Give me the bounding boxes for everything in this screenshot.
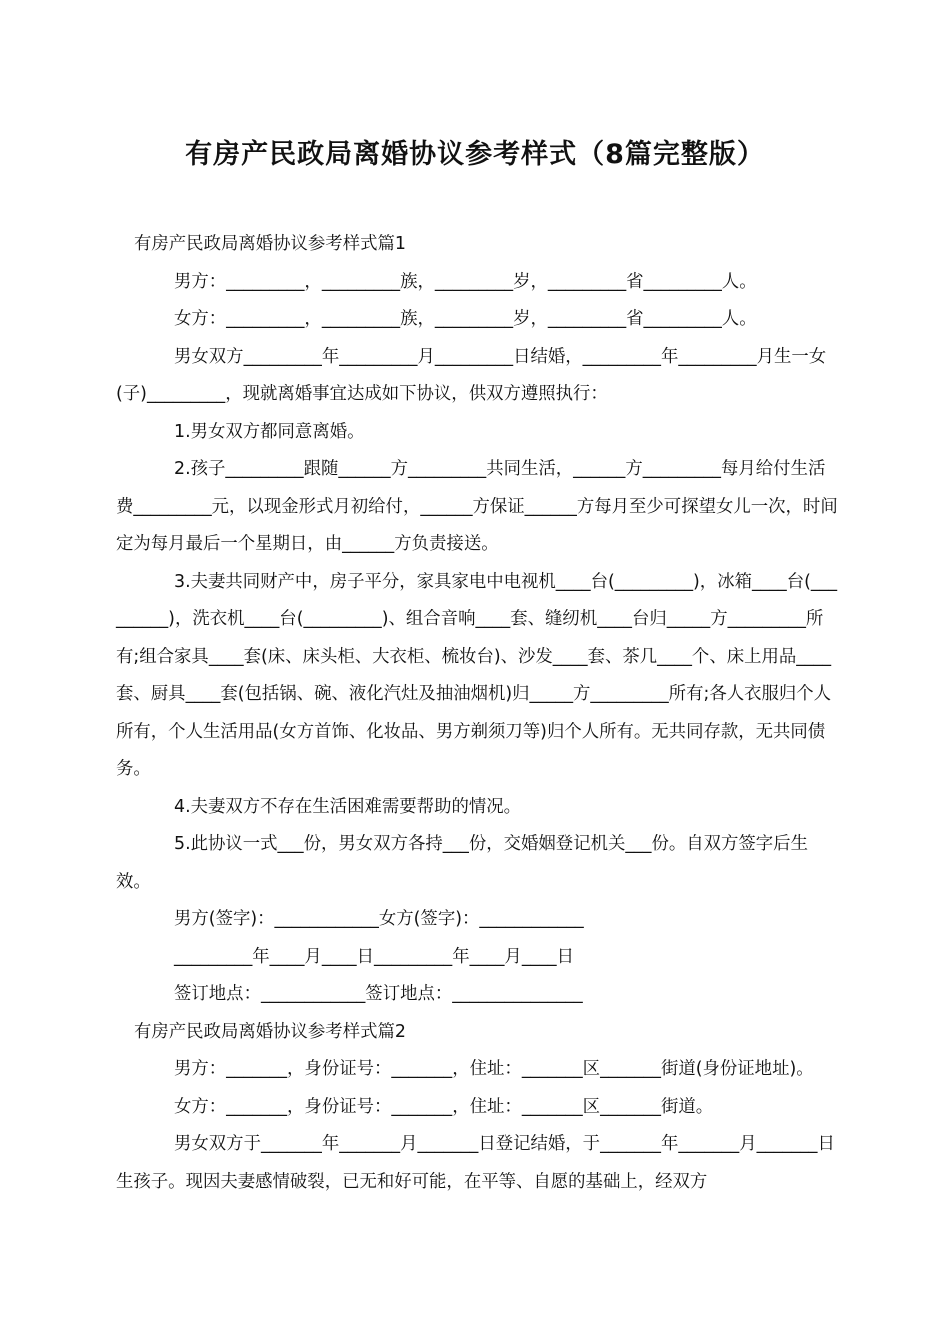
female-party-line: 女方：_________，_________族，_________岁，_________省_________人。 bbox=[174, 309, 757, 329]
location-line: 签订地点：____________签订地点：_______________ bbox=[174, 984, 583, 1004]
clause-3: 3.夫妻共同财产中，房子平分，家具家电中电视机____台(_________)，冰箱____台(_________)，洗衣机____台(_________)、组合音响____套、缝纫机____台归_____方_________所有;组合家具____套(床、床头柜、大衣柜、梳妆台)、沙发____套、茶几____个、床上用品____套、厨具____套(包括锅、碗、液化汽灶及抽油烟机)归_____方_________所有;各人衣服归个人所有，个人生活用品(女方首饰、化妆品、男方剃须刀等)归个人所有。无共同存款，无共同债务。 bbox=[116, 571, 838, 779]
female-party-id-line: 女方：_______，身份证号：_______，住址：_______区_______街道。 bbox=[174, 1096, 714, 1117]
clause-2: 2.孩子_________跟随______方_________共同生活，______方_________每月给付生活费_________元，以现金形式月初给付，______方保证______方每月至少可探望女儿一次，时间定为每月最后一个星期日，由______方负责接送。 bbox=[116, 459, 838, 554]
section-heading-2: 有房产民政局离婚协议参考样式篇2 bbox=[134, 1021, 406, 1042]
male-party-line: 男方：_________，_________族，_________岁，_________省_________人。 bbox=[174, 271, 757, 292]
clause-5: 5.此协议一式___份，男女双方各持___份，交婚姻登记机关___份。自双方签字后生效。 bbox=[116, 834, 808, 892]
section-heading-1: 有房产民政局离婚协议参考样式篇1 bbox=[134, 234, 406, 254]
document-body bbox=[116, 226, 838, 1201]
date-line: _________年____月____日_________年____月____日 bbox=[174, 946, 574, 967]
clause-4: 4.夫妻双方不存在生活困难需要帮助的情况。 bbox=[174, 796, 522, 817]
marriage-info-paragraph: 男女双方_________年_________月_________日结婚，_________年_________月生一女(子)_________，现就离婚事宜达成如下协议，供双方遵照执行： bbox=[116, 346, 827, 404]
document-title: 有房产民政局离婚协议参考样式（8篇完整版） bbox=[185, 139, 765, 170]
signature-line: 男方(签字)：____________女方(签字)：____________ bbox=[174, 909, 584, 929]
clause-1: 1.男女双方都同意离婚。 bbox=[174, 421, 365, 442]
male-party-id-line: 男方：_______，身份证号：_______，住址：_______区_______街道(身份证地址)。 bbox=[174, 1059, 814, 1079]
marriage-registration-paragraph: 男女双方于_______年_______月_______日登记结婚，于_______年_______月_______日生孩子。现因夫妻感情破裂，已无和好可能，在平等、自愿的基础上，经双方 bbox=[116, 1134, 835, 1192]
